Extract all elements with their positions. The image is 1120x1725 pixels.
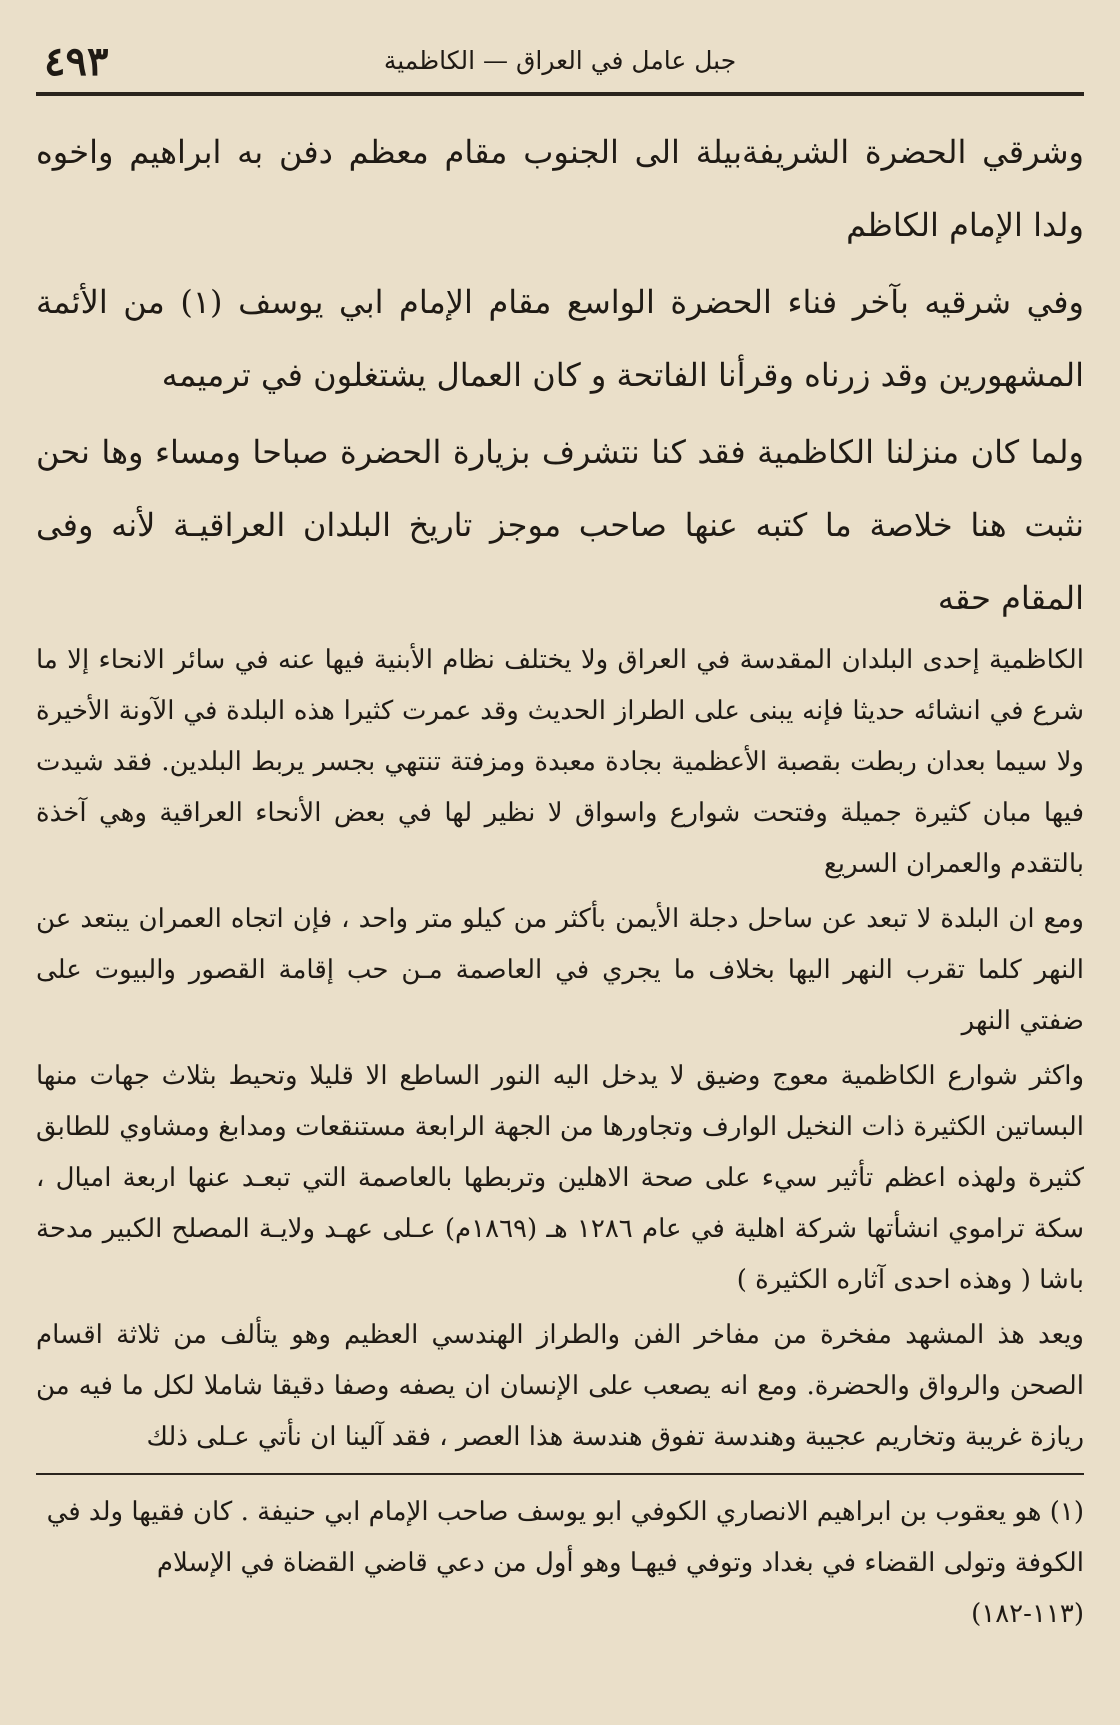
paragraph: وشرقي الحضرة الشريفةبيلة الى الجنوب مقام معظم دفن به ابراهيم واخوه ولدا الإمام الكاظم (36, 133, 1084, 244)
footnote (36, 1487, 1084, 1640)
footnote-text: (١) هو يعقوب بن ابراهيم الانصاري الكوفي ابو يوسف صاحب الإمام ابي حنيفة . كان فقيها ولد في الكوفة وتولى القضاء في بغداد وتوفي فيهـا وهو أول من دعي قاضي القضاة في الإسلام (١١٣-١٨٢) (46, 1497, 1084, 1629)
paragraph: وفي شرقيه بآخر فناء الحضرة الواسع مقام الإمام ابي يوسف (١) من الأئمة المشهورين وقد زرناه وقرأنا الفاتحة و كان العمال يشتغلون في ترميمه (36, 283, 1084, 394)
paragraph: الكاظمية إحدى البلدان المقدسة في العراق ولا يختلف نظام الأبنية فيها عنه في سائر الانحاء إلا ما شرع في انشائه حديثا فإنه يبنى على الطراز الحديث وقد عمرت كثيرا هذه البلدة في الآونة الأخيرة ولا سيما بعدان ربطت بقصبة الأعظمية بجادة معبدة ومزفتة تنتهي بجسر يربط البلدين. فقد شيدت فيها مبان كثيرة جميلة وفتحت شوارع واسواق لا نظير لها في بعض الأنحاء العراقية وهي آخذة بالتقدم والعمران السريع (36, 645, 1084, 879)
page-number: ٤٩٣ (44, 38, 109, 85)
paragraph: واكثر شوارع الكاظمية معوج وضيق لا يدخل اليه النور الساطع الا قليلا وتحيط بثلاث جهات منها البساتين الكثيرة ذات النخيل الوارف وتجاورها من الجهة الرابعة مستنقعات ومدابغ ومشاوي للطابق كثيرة ولهذه اعظم تأثير سيء على صحة الاهلين وتربطها بالعاصمة التي تبعـد عنها اربعة اميال ، سكة تراموي انشأتها شركة اهلية في عام ١٢٨٦ هـ (١٨٦٩م) عـلى عهـد ولايـة المصلح الكبير مدحة باشا ( وهذه احدى آثاره الكثيرة ) (36, 1061, 1085, 1295)
small-text-block (36, 635, 1084, 1463)
header-rule (36, 92, 1084, 96)
page-header (36, 30, 1084, 92)
paragraph: ويعد هذ المشهد مفخرة من مفاخر الفن والطراز الهندسي العظيم وهو يتألف من ثلاثة اقسام الصحن والرواق والحضرة. ومع انه يصعب على الإنسان ان يصفه وصفا دقيقا شاملا لكل ما فيه من ريازة غريبة وتخاريم عجيبة وهندسة تفوق هندسة هذا العصر ، فقد آلينا ان نأتي عـلى ذلك (36, 1320, 1084, 1452)
paragraph: ولما كان منزلنا الكاظمية فقد كنا نتشرف بزيارة الحضرة صباحا ومساء وها نحن نثبت هنا خلاصة ما كتبه عنها صاحب موجز تاريخ البلدان العراقيـة لأنه وفى المقام حقه (36, 433, 1084, 617)
running-title: جبل عامل في العراق — الكاظمية (383, 46, 737, 75)
footnote-rule (36, 1473, 1084, 1475)
paragraph: ومع ان البلدة لا تبعد عن ساحل دجلة الأيمن بأكثر من كيلو متر واحد ، فإن اتجاه العمران يبتعد عن النهر كلما تقرب النهر اليها بخلاف ما يجري في العاصمة مـن حب إقامة القصور والبيوت على ضفتي النهر (36, 904, 1084, 1036)
large-text-block (36, 116, 1084, 635)
